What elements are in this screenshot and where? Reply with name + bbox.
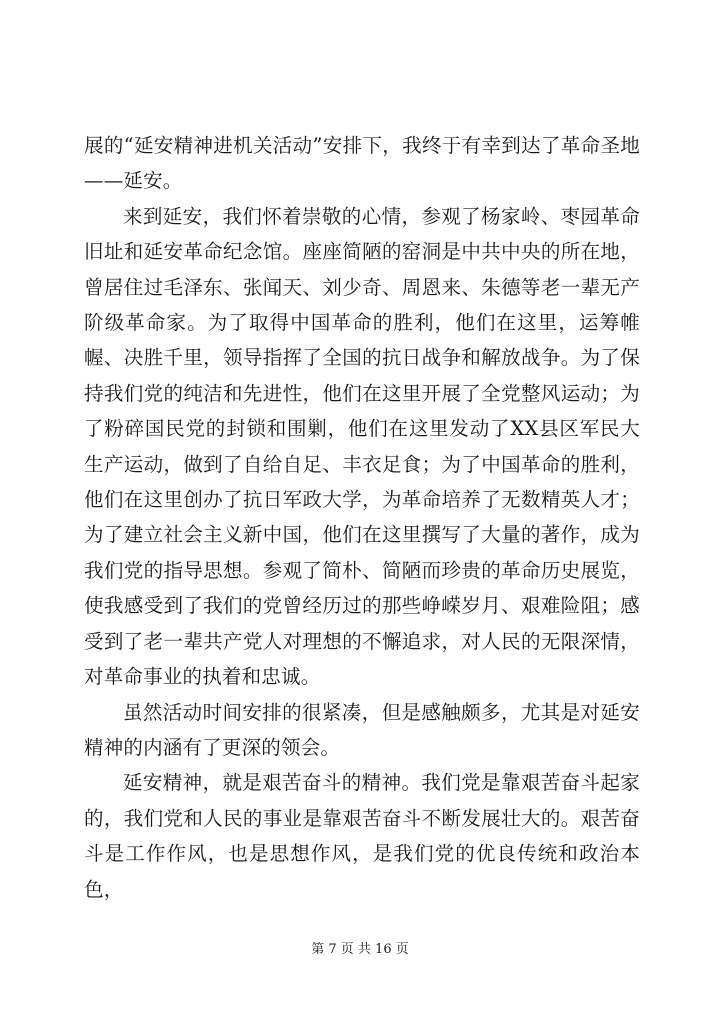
paragraph-4: 延安精神，就是艰苦奋斗的精神。我们党是靠艰苦奋斗起家的，我们党和人民的事业是靠艰苦奋斗不断发展壮大的。艰苦奋斗是工作作风，也是思想作风，是我们党的优良传统和政治本色， bbox=[84, 771, 640, 901]
page-number: 第 7 页 共 16 页 bbox=[311, 942, 409, 957]
paragraph-2: 来到延安，我们怀着崇敬的心情，参观了杨家岭、枣园革命旧址和延安革命纪念馆。座座简陋的窑洞是中共中央的所在地，曾居住过毛泽东、张闻天、刘少奇、周恩来、朱德等老一辈无产阶级革命家。为了取得中国革命的胜利，他们在这里，运筹帷幄、决胜千里，领导指挥了全国的抗日战争和解放战争。为了保持我们党的纯洁和先进性，他们在这里开展了全党整风运动；为了粉碎国民党的封锁和围剿，他们在这里发动了XX县区军民大生产运动，做到了自给自足、丰衣足食；为了中国革命的胜利，他们在这里创办了抗日军政大学，为革命培养了无数精英人才；为了建立社会主义新中国，他们在这里撰写了大量的著作，成为我们党的指导思想。参观了简朴、简陋而珍贵的革命历史展览，使我感受到了我们的党曾经历过的那些峥嵘岁月、艰难险阻；感受到了老一辈共产党人对理想的不懈追求，对人民的无限深情，对革命事业的执着和忠诚。 bbox=[84, 204, 640, 689]
body-text bbox=[84, 128, 640, 907]
paragraph-3: 虽然活动时间安排的很紧凑，但是感触颇多，尤其是对延安精神的内涵有了更深的领会。 bbox=[84, 700, 640, 759]
page-footer bbox=[0, 938, 720, 957]
paragraph-1: 展的“延安精神进机关活动”安排下，我终于有幸到达了革命圣地——延安。 bbox=[84, 134, 640, 193]
